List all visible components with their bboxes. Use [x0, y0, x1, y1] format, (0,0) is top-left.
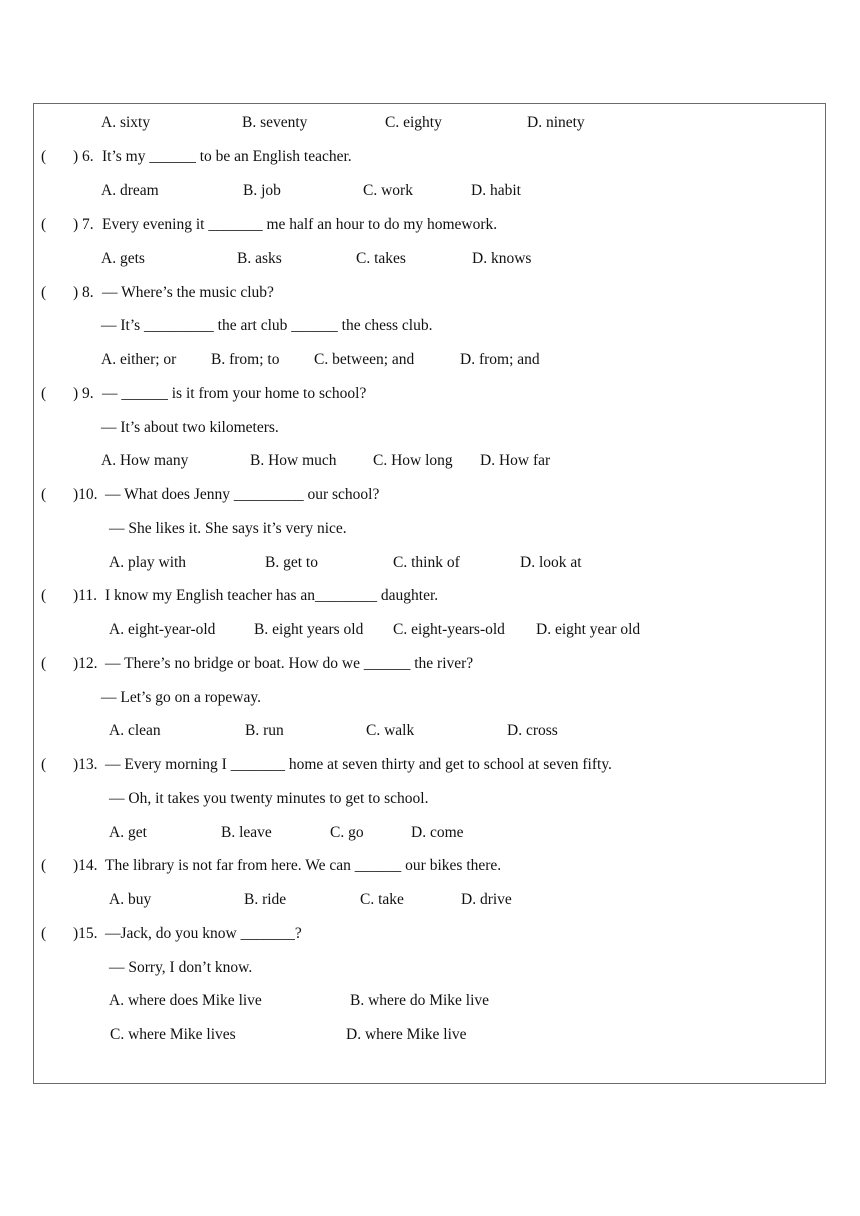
- option-c: C. eighty: [385, 114, 442, 131]
- option-d: D. cross: [507, 722, 558, 739]
- option-a: A. sixty: [101, 114, 151, 131]
- option-d: D. ninety: [527, 114, 585, 131]
- option-a: A. clean: [109, 722, 161, 739]
- dialogue-text: — It’s about two kilometers.: [101, 419, 279, 436]
- question-text: — What does Jenny _________ our school?: [105, 486, 380, 503]
- question-text: Every evening it _______ me half an hour to do my homework.: [102, 216, 498, 233]
- dialogue-text: — Let’s go on a ropeway.: [101, 689, 261, 706]
- option-a: A. either; or: [101, 351, 177, 368]
- question-number: )10.: [73, 486, 98, 503]
- option-a: A. How many: [101, 452, 189, 469]
- option-c: C. take: [360, 891, 404, 908]
- option-d: D. come: [411, 824, 464, 841]
- option-d: D. from; and: [460, 351, 540, 368]
- option-a: A. buy: [109, 891, 152, 908]
- question-text: The library is not far from here. We can ______ our bikes there.: [105, 857, 502, 874]
- option-c: C. work: [363, 182, 413, 199]
- option-c: C. think of: [393, 554, 460, 571]
- option-d: D. habit: [471, 182, 521, 199]
- question-text: — ______ is it from your home to school?: [102, 385, 367, 402]
- question-number: )15.: [73, 925, 98, 942]
- option-b: B. job: [243, 182, 281, 199]
- question-text: — There’s no bridge or boat. How do we ______ the river?: [105, 655, 474, 672]
- option-d: D. look at: [520, 554, 582, 571]
- option-b: B. run: [245, 722, 284, 739]
- option-d: D. How far: [480, 452, 551, 469]
- option-a: A. where does Mike live: [109, 992, 262, 1009]
- question-number: )13.: [73, 756, 98, 773]
- option-a: A. eight-year-old: [109, 621, 216, 638]
- option-d: D. drive: [461, 891, 512, 908]
- option-d: D. eight year old: [536, 621, 641, 638]
- answer-bracket-open: (: [41, 284, 47, 301]
- answer-bracket-open: (: [41, 655, 47, 672]
- option-c: C. eight-years-old: [393, 621, 505, 638]
- option-c: C. walk: [366, 722, 415, 739]
- answer-bracket-open: (: [41, 756, 47, 773]
- option-b: B. where do Mike live: [350, 992, 490, 1009]
- option-a: A. dream: [101, 182, 159, 199]
- option-b: B. asks: [237, 250, 282, 267]
- question-number: ) 6.: [73, 148, 94, 165]
- question-number: )14.: [73, 857, 98, 874]
- question-number: ) 8.: [73, 284, 94, 301]
- answer-bracket-open: (: [41, 925, 47, 942]
- answer-bracket-open: (: [41, 216, 47, 233]
- option-b: B. How much: [250, 452, 337, 469]
- answer-bracket-open: (: [41, 857, 47, 874]
- answer-bracket-open: (: [41, 385, 47, 402]
- option-b: B. get to: [265, 554, 318, 571]
- option-b: B. from; to: [211, 351, 280, 368]
- option-c: C. go: [330, 824, 364, 841]
- option-c: C. between; and: [314, 351, 415, 368]
- option-b: B. ride: [244, 891, 287, 908]
- option-b: B. leave: [221, 824, 272, 841]
- question-text: —Jack, do you know _______?: [105, 925, 302, 942]
- option-a: A. gets: [101, 250, 145, 267]
- option-b: B. seventy: [242, 114, 308, 131]
- question-number: )11.: [73, 587, 97, 604]
- option-d: D. knows: [472, 250, 532, 267]
- option-d: D. where Mike live: [346, 1026, 467, 1043]
- option-c: C. takes: [356, 250, 406, 267]
- question-number: )12.: [73, 655, 98, 672]
- dialogue-text: — It’s _________ the art club ______ the chess club.: [101, 317, 433, 334]
- dialogue-text: — Sorry, I don’t know.: [109, 959, 253, 976]
- answer-bracket-open: (: [41, 587, 47, 604]
- question-number: ) 7.: [73, 216, 94, 233]
- option-c: C. How long: [373, 452, 453, 469]
- answer-bracket-open: (: [41, 148, 47, 165]
- dialogue-text: — She likes it. She says it’s very nice.: [109, 520, 347, 537]
- question-text: — Every morning I _______ home at seven thirty and get to school at seven fifty.: [105, 756, 612, 773]
- option-c: C. where Mike lives: [110, 1026, 236, 1043]
- question-text: It’s my ______ to be an English teacher.: [102, 148, 352, 165]
- question-text: — Where’s the music club?: [102, 284, 274, 301]
- question-number: ) 9.: [73, 385, 94, 402]
- option-a: A. get: [109, 824, 147, 841]
- question-text: I know my English teacher has an________ daughter.: [105, 587, 439, 604]
- answer-bracket-open: (: [41, 486, 47, 503]
- question-frame: [33, 103, 826, 1084]
- option-a: A. play with: [109, 554, 187, 571]
- dialogue-text: — Oh, it takes you twenty minutes to get to school.: [109, 790, 429, 807]
- option-b: B. eight years old: [254, 621, 364, 638]
